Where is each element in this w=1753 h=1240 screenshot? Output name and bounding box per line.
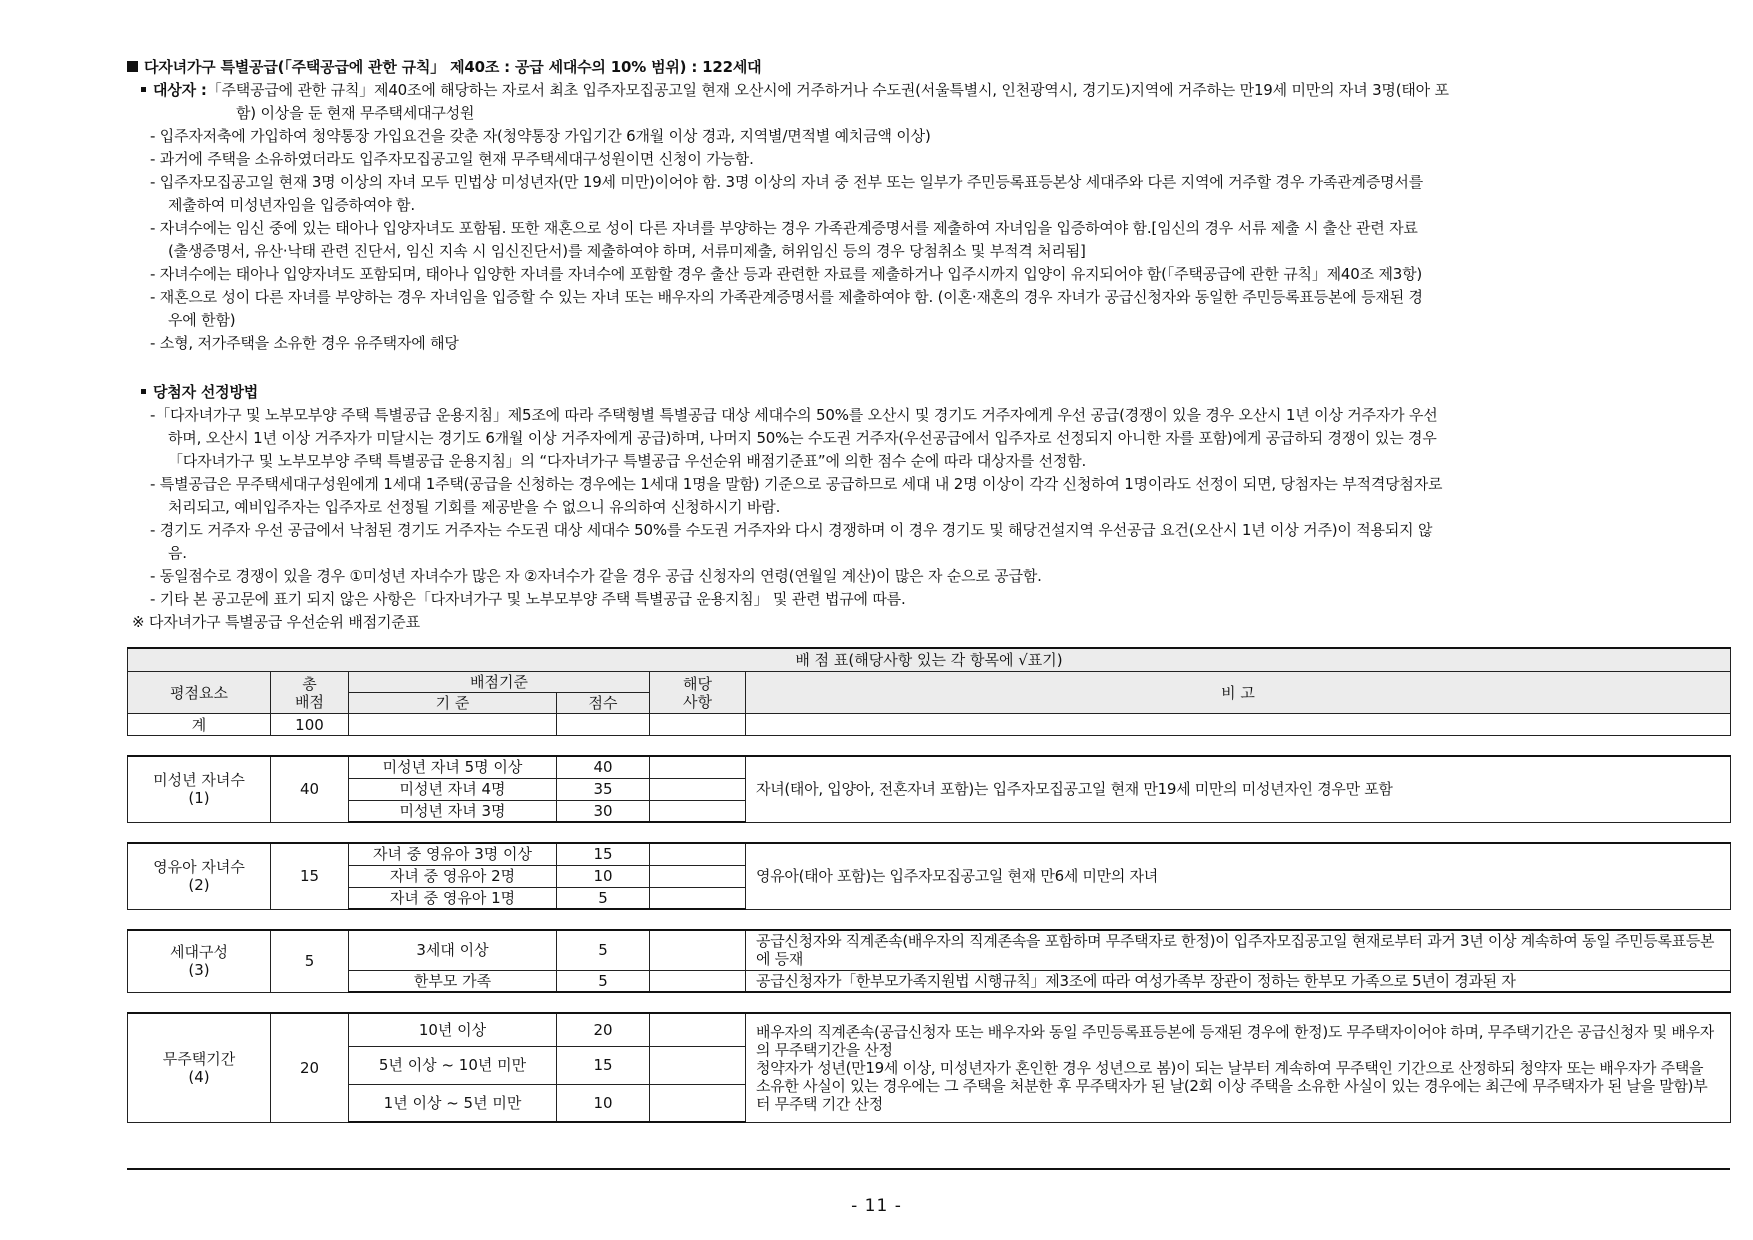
- element-infant-children: 영유아 자녀수 (2): [128, 843, 271, 909]
- target-item-cont: 제출하여 미성년자임을 입증하여야 함.: [168, 196, 415, 214]
- target-item: - 자녀수에는 태아나 입양자녀도 포함되며, 태아나 입양한 자녀를 자녀수에 포함할 경우 출산 등과 관련한 자료를 제출하거나 입주시까지 입양이 유지되어야 함(「주택공급에 관한 규칙」제40조 제3항): [150, 265, 1423, 283]
- applicable-cell[interactable]: [650, 800, 746, 822]
- applicable-cell[interactable]: [650, 930, 746, 970]
- header-applicable: 해당 사항: [650, 672, 746, 714]
- score-cell: 30: [557, 800, 650, 822]
- score-cell: 35: [557, 778, 650, 800]
- table-row: [128, 756, 1731, 778]
- applicable-cell[interactable]: [650, 865, 746, 887]
- target-item: - 과거에 주택을 소유하였더라도 입주자모집공고일 현재 무주택세대구성원이면 신청이 가능함.: [150, 150, 754, 168]
- target-line-2: 함) 이상을 둔 현재 무주택세대구성원: [236, 104, 475, 122]
- table-header-row: [128, 672, 1731, 693]
- target-item: - 소형, 저가주택을 소유한 경우 유주택자에 해당: [150, 334, 459, 352]
- target-item: - 입주자모집공고일 현재 3명 이상의 자녀 모두 민법상 미성년자(만 19세 미만)이어야 함. 3명 이상의 자녀 중 전부 또는 일부가 주민등록표등본상 세대주와 다른 지역에 거주할 경우 가족관계증명서를: [150, 173, 1423, 191]
- element-minor-children: 미성년 자녀수 (1): [128, 756, 271, 822]
- score-cell: 5: [557, 887, 650, 909]
- score-cell: 15: [557, 843, 650, 865]
- applicable-cell[interactable]: [650, 1084, 746, 1122]
- standard-cell: 자녀 중 영유아 2명: [349, 865, 557, 887]
- target-label: 대상자 :: [153, 81, 207, 99]
- remark-cell: 공급신청자가「한부모가족지원법 시행규칙」제3조에 따라 여성가족부 장관이 정하는 한부모 가족으로 5년이 경과된 자: [746, 970, 1731, 992]
- target-item: - 자녀수에는 임신 중에 있는 태아나 입양자녀도 포함됨. 또한 재혼으로 성이 다른 자녀를 부양하는 경우 가족관계증명서를 제출하여 자녀임을 입증하여야 함.[임신의 경우 서류 제출 시 출산 관련 자료: [150, 219, 1418, 237]
- section-title: 다자녀가구 특별공급(「주택공급에 관한 규칙」 제40조 : 공급 세대수의 10% 범위) : 122세대: [127, 56, 761, 79]
- target-line-1: 대상자 :「주택공급에 관한 규칙」제40조에 해당하는 자로서 최초 입주자모집공고일 현재 오산시에 거주하거나 수도권(서울특별시, 인천광역시, 경기도)지역에 거주하는 만19세 미만의 자녀 3명(태아 포: [141, 79, 1449, 102]
- bottom-rule: [127, 1168, 1730, 1170]
- header-total: 총 배점: [271, 672, 349, 714]
- standard-cell: 자녀 중 영유아 3명 이상: [349, 843, 557, 865]
- remark-cell: 배우자의 직계존속(공급신청자 또는 배우자와 동일 주민등록표등본에 등재된 경우에 한정)도 무주택자이어야 하며, 무주택기간은 공급신청자 및 배우자의 무주택기간을 산정 청약자가 성년(만19세 이상, 미성년자가 혼인한 경우 성년으로 봄)이 되는 날부터 계속하여 무주택인 기간으로 산정하되 청약자 또는 배우자가 주택을 소유한 사실이 있는 경우에는 그 주택을 처분한 후 무주택자가 된 날(2회 이상 주택을 소유한 사실이 있는 경우에는 최근에 무주택자가 된 날을 말함)부터 무주택 기간 산정: [746, 1013, 1731, 1122]
- header-criteria: 배점기준: [349, 672, 650, 693]
- group-total: 5: [271, 930, 349, 992]
- table-title: 배 점 표(해당사항 있는 각 항목에 √표기): [128, 648, 1731, 672]
- black-square-bullet-icon: [127, 61, 138, 72]
- applicable-cell[interactable]: [650, 887, 746, 909]
- standard-cell: 1년 이상 ~ 5년 미만: [349, 1084, 557, 1122]
- applicable-cell[interactable]: [650, 778, 746, 800]
- header-standard: 기 준: [349, 693, 557, 714]
- selection-item: - 특별공급은 무주택세대구성원에게 1세대 1주택(공급을 신청하는 경우에는 1세대 1명을 말함) 기준으로 공급하므로 세대 내 2명 이상이 각각 신청하여 1명이라도 선정이 되면, 당첨자는 부적격당첨자로: [150, 475, 1443, 493]
- score-cell: 5: [557, 930, 650, 970]
- target-item: - 재혼으로 성이 다른 자녀를 부양하는 경우 자녀임을 입증할 수 있는 자녀 또는 배우자의 가족관계증명서를 제출하여야 함. (이혼·재혼의 경우 자녀가 공급신청자와 동일한 주민등록표등본에 등재된 경: [150, 288, 1423, 306]
- table-row: [128, 1013, 1731, 1046]
- standard-cell: 자녀 중 영유아 1명: [349, 887, 557, 909]
- score-cell: 20: [557, 1013, 650, 1046]
- score-cell: 10: [557, 1084, 650, 1122]
- selection-item-cont: 음.: [168, 544, 187, 562]
- group-total: 15: [271, 843, 349, 909]
- standard-cell: 미성년 자녀 3명: [349, 800, 557, 822]
- square-bullet-icon: [141, 389, 146, 394]
- element-household: 세대구성 (3): [128, 930, 271, 992]
- remark-cell: 자녀(태아, 입양아, 전혼자녀 포함)는 입주자모집공고일 현재 만19세 미만의 미성년자인 경우만 포함: [746, 756, 1731, 822]
- table-title-row: [128, 648, 1731, 672]
- applicable-cell[interactable]: [650, 1013, 746, 1046]
- selection-item-cont: 처리되고, 예비입주자는 입주자로 선정될 기회를 제공받을 수 없으니 유의하여 신청하시기 바람.: [168, 498, 781, 516]
- header-element: 평점요소: [128, 672, 271, 714]
- score-cell: 10: [557, 865, 650, 887]
- table-row: [128, 930, 1731, 970]
- standard-cell: 10년 이상: [349, 1013, 557, 1046]
- standard-cell: 3세대 이상: [349, 930, 557, 970]
- group-total: 40: [271, 756, 349, 822]
- remark-cell: 공급신청자와 직계존속(배우자의 직계존속을 포함하며 무주택자로 한정)이 입주자모집공고일 현재로부터 과거 3년 이상 계속하여 동일 주민등록표등본에 등재: [746, 930, 1731, 970]
- standard-cell: 미성년 자녀 4명: [349, 778, 557, 800]
- target-item-cont: 우에 한함): [168, 311, 236, 329]
- page-number: - 11 -: [851, 1196, 902, 1216]
- table-row: [128, 843, 1731, 865]
- score-cell: 5: [557, 970, 650, 992]
- selection-item-cont: 「다자녀가구 및 노부모부양 주택 특별공급 운용지침」의 “다자녀가구 특별공급 우선순위 배점기준표”에 의한 점수 순에 따라 대상자를 선정함.: [168, 452, 1087, 470]
- applicable-cell[interactable]: [650, 714, 746, 736]
- standard-cell: 5년 이상 ~ 10년 미만: [349, 1046, 557, 1084]
- score-cell: 40: [557, 756, 650, 778]
- selection-item-cont: 하며, 오산시 1년 이상 거주자가 미달시는 경기도 6개월 이상 거주자에게 공급)하며, 나머지 50%는 수도권 거주자(우선공급에서 입주자로 선정되지 아니한 자를 포함)에게 공급하되 경쟁이 있는 경우: [168, 429, 1437, 447]
- total-label: 계: [128, 714, 271, 736]
- total-value: 100: [271, 714, 349, 736]
- target-item-cont: (출생증명서, 유산·낙태 관련 진단서, 임신 지속 시 임신진단서)를 제출하여야 하며, 서류미제출, 허위임신 등의 경우 당첨취소 및 부적격 처리됨]: [168, 242, 1086, 260]
- square-bullet-icon: [141, 87, 146, 92]
- element-homeless-period: 무주택기간 (4): [128, 1013, 271, 1122]
- score-cell: 15: [557, 1046, 650, 1084]
- standard-cell: 한부모 가족: [349, 970, 557, 992]
- header-score: 점수: [557, 693, 650, 714]
- total-row: [128, 714, 1731, 736]
- selection-item: - 경기도 거주자 우선 공급에서 낙첨된 경기도 거주자는 수도권 대상 세대수 50%를 수도권 거주자와 다시 경쟁하며 이 경우 경기도 및 해당건설지역 우선공급 요건(오산시 1년 이상 거주)이 적용되지 않: [150, 521, 1433, 539]
- standard-cell: 미성년 자녀 5명 이상: [349, 756, 557, 778]
- remark-cell: 영유아(태아 포함)는 입주자모집공고일 현재 만6세 미만의 자녀: [746, 843, 1731, 909]
- applicable-cell[interactable]: [650, 1046, 746, 1084]
- applicable-cell[interactable]: [650, 843, 746, 865]
- selection-item: - 동일점수로 경쟁이 있을 경우 ①미성년 자녀수가 많은 자 ②자녀수가 같을 경우 공급 신청자의 연령(연월일 계산)이 많은 자 순으로 공급함.: [150, 567, 1042, 585]
- target-item: - 입주자저축에 가입하여 청약통장 가입요건을 갖춘 자(청약통장 가입기간 6개월 이상 경과, 지역별/면적별 예치금액 이상): [150, 127, 931, 145]
- selection-item: -「다자녀가구 및 노부모부양 주택 특별공급 운용지침」제5조에 따라 주택형별 특별공급 대상 세대수의 50%를 오산시 및 경기도 거주자에게 우선 공급(경쟁이 있을 경우 오산시 1년 이상 거주자가 우선: [150, 406, 1438, 424]
- applicable-cell[interactable]: [650, 970, 746, 992]
- table-row: [128, 970, 1731, 992]
- selection-heading: 당첨자 선정방법: [141, 381, 258, 404]
- header-remarks: 비 고: [746, 672, 1731, 714]
- selection-item: - 기타 본 공고문에 표기 되지 않은 사항은「다자녀가구 및 노부모부양 주택 특별공급 운용지침」 및 관련 법규에 따름.: [150, 590, 906, 608]
- applicable-cell[interactable]: [650, 756, 746, 778]
- table-caption: ※ 다자녀가구 특별공급 우선순위 배점기준표: [132, 613, 420, 631]
- group-total: 20: [271, 1013, 349, 1122]
- scoring-table: [127, 647, 1731, 1123]
